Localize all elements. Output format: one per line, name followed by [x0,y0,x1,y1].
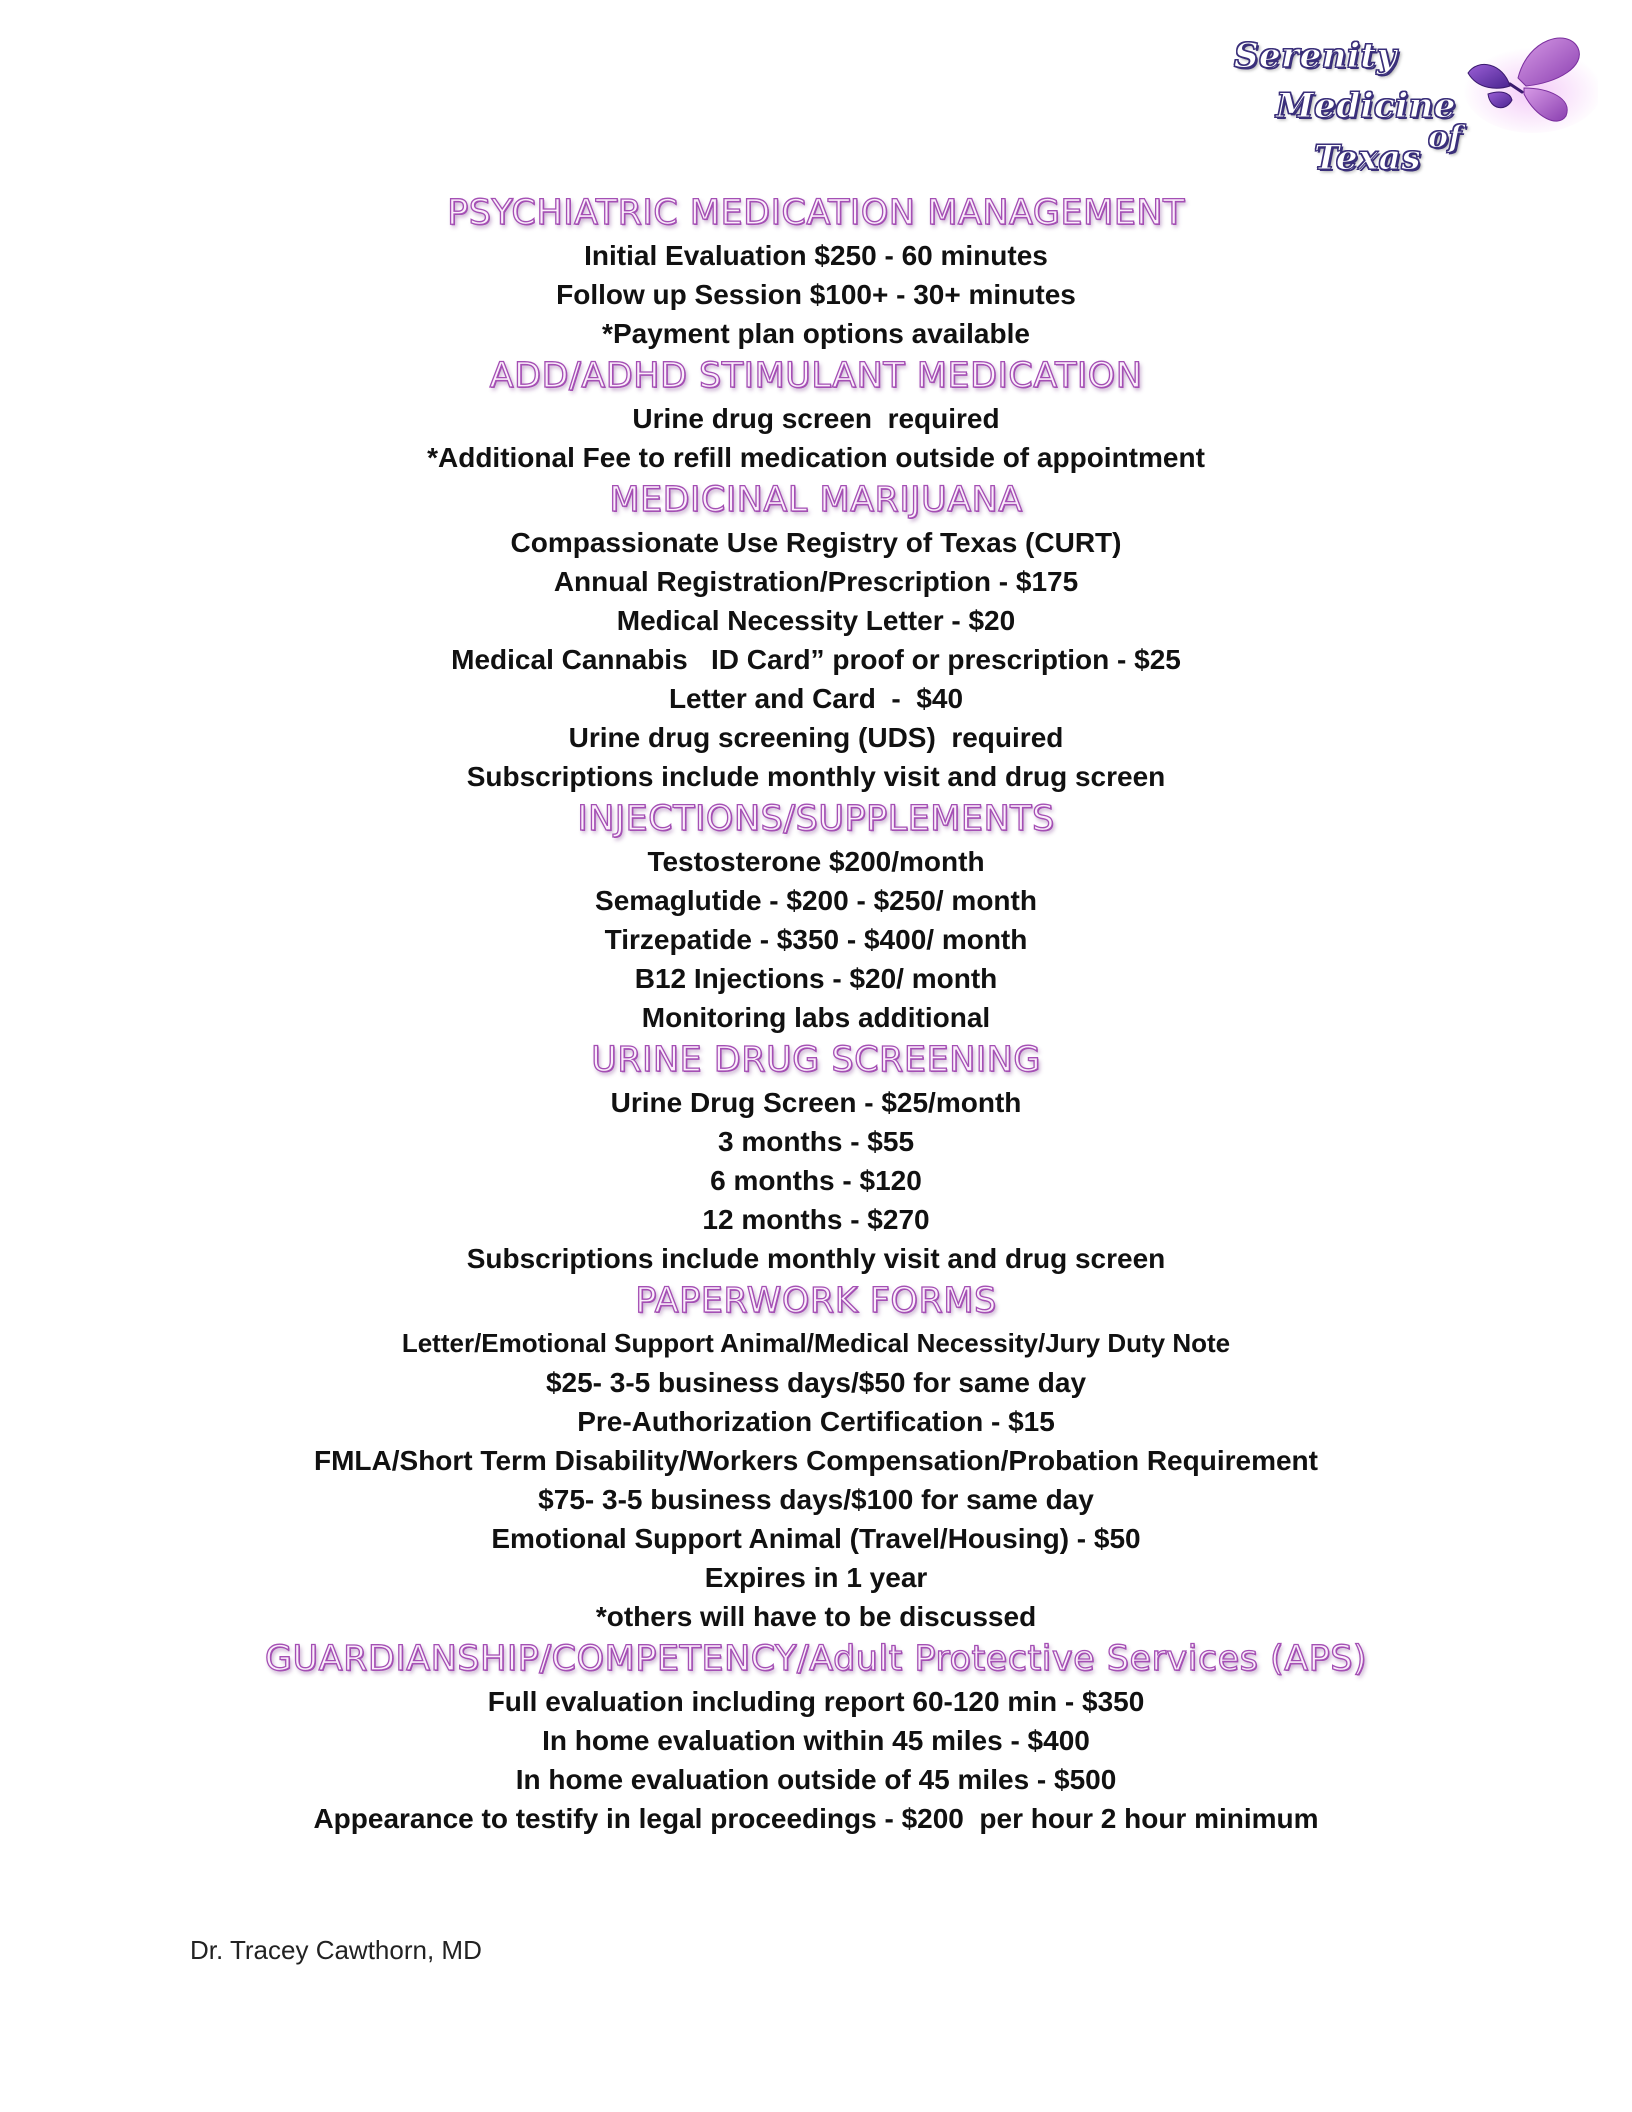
price-line: Testosterone $200/month [647,846,985,877]
price-line: Appearance to testify in legal proceedings - $200 per hour 2 hour minimum [313,1803,1319,1834]
section-heading: INJECTIONS/SUPPLEMENTS [577,799,1055,839]
price-line: In home evaluation within 45 miles - $400 [542,1725,1090,1756]
logo-word-texas: Texas [1314,138,1421,178]
price-line: *others will have to be discussed [595,1601,1037,1632]
price-list [0,190,1632,1838]
logo-word-serenity: Serenity [1234,36,1397,76]
price-line: 6 months - $120 [710,1165,922,1196]
section-psychiatric-medication [0,190,1632,353]
price-line: Tirzepatide - $350 - $400/ month [604,924,1028,955]
price-line: Expires in 1 year [704,1562,928,1593]
signature: Dr. Tracey Cawthorn, MD [190,1935,482,1965]
section-medicinal-marijuana [0,477,1632,796]
price-line: *Payment plan options available [602,318,1030,349]
section-heading: PAPERWORK FORMS [635,1281,997,1321]
price-line: 12 months - $270 [702,1204,930,1235]
section-urine-drug-screening [0,1037,1632,1278]
logo-word-of: of [1428,120,1462,155]
price-line: Subscriptions include monthly visit and drug screen [466,1243,1166,1274]
logo [1220,28,1590,198]
price-line: Subscriptions include monthly visit and drug screen [466,761,1166,792]
price-line: Semaglutide - $200 - $250/ month [595,885,1037,916]
price-line: B12 Injections - $20/ month [634,963,998,994]
section-heading: PSYCHIATRIC MEDICATION MANAGEMENT [447,193,1185,233]
price-line: In home evaluation outside of 45 miles - $500 [515,1764,1117,1795]
price-line: Full evaluation including report 60-120 min - $350 [487,1686,1145,1717]
section-heading: GUARDIANSHIP/COMPETENCY/Adult Protective Services (APS) [264,1639,1368,1679]
butterfly-icon [1448,28,1598,138]
price-line: Urine drug screening (UDS) required [568,722,1064,753]
price-line: FMLA/Short Term Disability/Workers Compensation/Probation Requirement [314,1445,1318,1476]
section-guardianship-competency [0,1636,1632,1838]
price-line: Monitoring labs additional [641,1002,991,1033]
section-heading: ADD/ADHD STIMULANT MEDICATION [489,356,1143,396]
price-line: Letter and Card - $40 [668,683,964,714]
price-line: Urine drug screen required [632,403,1000,434]
price-line: Urine Drug Screen - $25/month [610,1087,1022,1118]
price-line: Medical Cannabis ID Card” proof or prescription - $25 [451,644,1181,675]
price-line: Pre-Authorization Certification - $15 [577,1406,1055,1437]
price-line: $75- 3-5 business days/$100 for same day [538,1484,1094,1515]
price-line: 3 months - $55 [717,1126,915,1157]
section-heading: URINE DRUG SCREENING [591,1040,1041,1080]
section-heading: MEDICINAL MARIJUANA [609,480,1023,520]
price-line: Emotional Support Animal (Travel/Housing) - $50 [491,1523,1141,1554]
price-line: Letter/Emotional Support Animal/Medical Necessity/Jury Duty Note [401,1328,1231,1358]
price-line: Medical Necessity Letter - $20 [616,605,1016,636]
price-line: Annual Registration/Prescription - $175 [553,566,1079,597]
section-paperwork-forms [0,1278,1632,1636]
price-line: $25- 3-5 business days/$50 for same day [545,1367,1087,1398]
price-line: Initial Evaluation $250 - 60 minutes [584,240,1048,271]
price-line: Compassionate Use Registry of Texas (CURT) [510,527,1122,558]
logo-word-medicine: Medicine [1276,86,1456,126]
section-injections-supplements [0,796,1632,1037]
price-line: *Additional Fee to refill medication outside of appointment [427,442,1205,473]
section-adhd-stimulant [0,353,1632,477]
price-line: Follow up Session $100+ - 30+ minutes [556,279,1076,310]
